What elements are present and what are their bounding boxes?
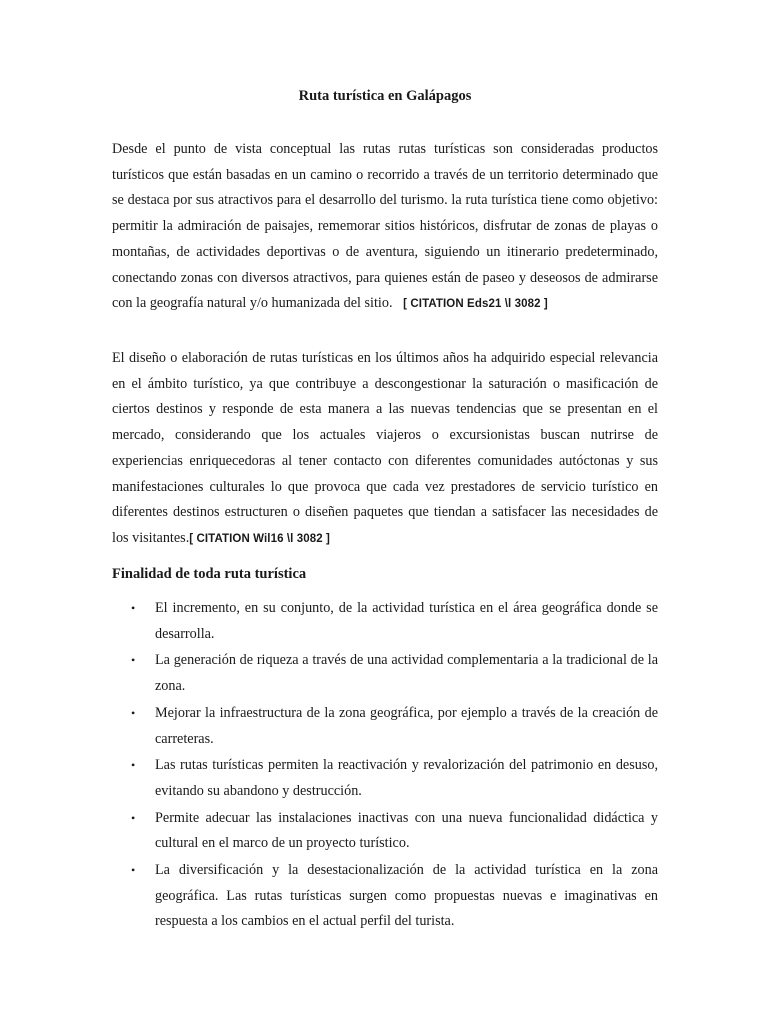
paragraph-text: Desde el punto de vista conceptual las rutas rutas turísticas son consideradas productos turísticos que están basadas en un camino o recorrido a través de un territorio determinado que se destaca por sus atractivos para el desarrollo del turismo. la ruta turística tiene como objetivo: permitir la admiración de paisajes, rememorar sitios históricos, disfrutar de zonas de playas o montañas, de actividades deportivas o de aventura, siguiendo un itinerario predeterminado, conectando zonas con diversos atractivos, para quienes están de paseo y deseosos de admirarse con la geografía natural y/o humanizada del sitio.	[112, 141, 658, 312]
bullet-icon: •	[131, 758, 136, 773]
list-item	[112, 753, 658, 804]
citation-field: [ CITATION Wil16 \l 3082 ]	[189, 532, 330, 545]
bullet-icon: •	[131, 810, 136, 825]
bullet-icon: •	[131, 653, 136, 668]
list-item	[112, 701, 658, 752]
list-item	[112, 648, 658, 699]
bullet-icon: •	[131, 601, 136, 615]
section-heading: Finalidad de toda ruta turística	[112, 566, 307, 582]
list-item-text: Las rutas turísticas permiten la reactivación y revalorización del patrimonio en desuso, evitando su abandono y destrucción.	[155, 757, 658, 799]
list-item-text: El incremento, en su conjunto, de la actividad turística en el área geográfica donde se desarrolla.	[155, 600, 658, 642]
paragraph-route-design	[112, 346, 658, 553]
bullet-icon: •	[131, 863, 136, 878]
list-item	[112, 806, 658, 857]
list-item-text: Mejorar la infraestructura de la zona geográfica, por ejemplo a través de la creación de carreteras.	[155, 704, 658, 747]
paragraph-text: El diseño o elaboración de rutas turísticas en los últimos años ha adquirido especial relevancia en el ámbito turístico, ya que contribuye a descongestionar la saturación o masificación de ciertos destinos y responde de esta manera a las nuevas tendencias que se presentan en el mercado, considerando que los actuales viajeros o excursionistas buscan nutrirse de experiencias enriquecedoras al tener contacto con diferentes comunidades autóctonas y sus manifestaciones culturales lo que provoca que cada vez prestadores de servicio turístico en diferentes destinos estructuren o diseñen paquetes que tiendan a satisfacer las necesidades de los visitantes.	[112, 350, 658, 546]
list-item	[112, 858, 658, 935]
paragraph-conceptual-definition	[112, 137, 658, 318]
citation-field: [ CITATION Eds21 \l 3082 ]	[403, 298, 548, 311]
list-item-text: La generación de riqueza a través de una actividad complementaria a la tradicional de la zona.	[155, 652, 658, 695]
list-item-text: La diversificación y la desestacionalización de la actividad turística en la zona geográfica. Las rutas turísticas surgen como propuestas nuevas e imaginativas en respuesta a los cambios en el actual perfil del turista.	[155, 862, 658, 930]
list-item	[112, 596, 658, 647]
document-title: Ruta turística en Galápagos	[298, 88, 472, 104]
bullet-list	[112, 596, 658, 936]
bullet-icon: •	[131, 705, 136, 720]
list-item-text: Permite adecuar las instalaciones inactivas con una nueva funcionalidad didáctica y cultural en el marco de un proyecto turístico.	[155, 809, 658, 852]
